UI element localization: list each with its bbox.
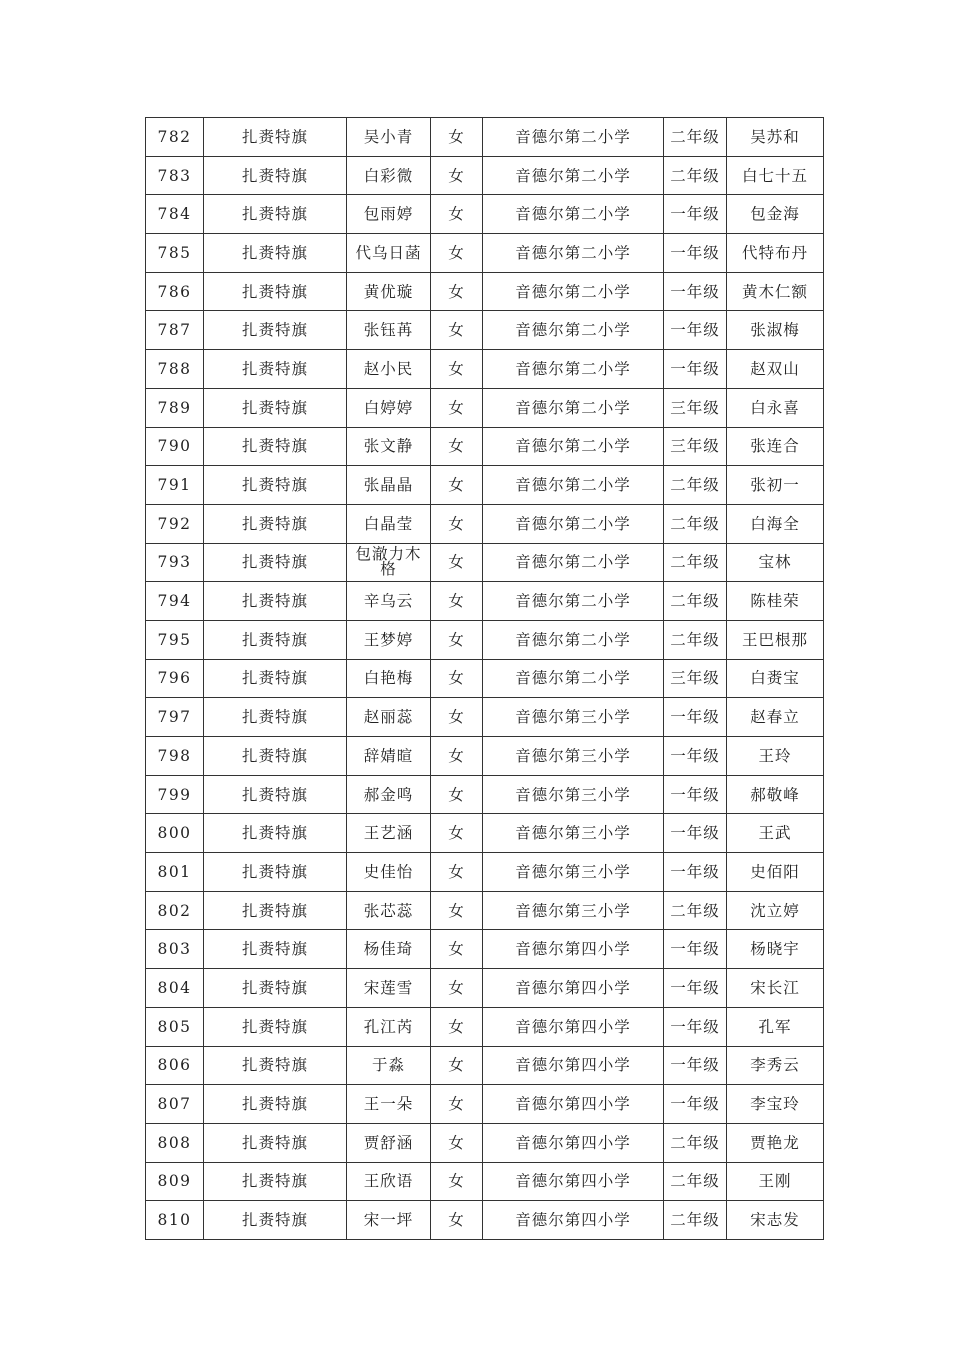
guardian-name-cell: 宝林	[727, 543, 824, 582]
student-name-cell: 张文静	[347, 427, 431, 466]
guardian-name-cell: 孔军	[727, 1007, 824, 1046]
banner-cell: 扎赉特旗	[204, 504, 347, 543]
table-row	[146, 234, 824, 273]
guardian-name-cell: 白七十五	[727, 156, 824, 195]
table-row	[146, 543, 824, 582]
guardian-name-cell: 张连合	[727, 427, 824, 466]
grade-cell: 一年级	[664, 1085, 727, 1124]
table-row	[146, 311, 824, 350]
banner-cell: 扎赉特旗	[204, 1123, 347, 1162]
table-row	[146, 698, 824, 737]
student-name-cell: 杨佳琦	[347, 930, 431, 969]
banner-cell: 扎赉特旗	[204, 1162, 347, 1201]
grade-cell: 二年级	[664, 504, 727, 543]
grade-cell: 一年级	[664, 737, 727, 776]
banner-cell: 扎赉特旗	[204, 891, 347, 930]
banner-cell: 扎赉特旗	[204, 853, 347, 892]
school-cell: 音德尔第二小学	[483, 195, 664, 234]
school-cell: 音德尔第四小学	[483, 1201, 664, 1240]
school-cell: 音德尔第四小学	[483, 1007, 664, 1046]
student-name-cell: 赵丽蕊	[347, 698, 431, 737]
guardian-name-cell: 宋志发	[727, 1201, 824, 1240]
student-name-cell: 孔江芮	[347, 1007, 431, 1046]
serial-number-cell: 783	[146, 156, 204, 195]
grade-cell: 二年级	[664, 620, 727, 659]
gender-cell: 女	[431, 388, 483, 427]
gender-cell: 女	[431, 891, 483, 930]
guardian-name-cell: 白永喜	[727, 388, 824, 427]
banner-cell: 扎赉特旗	[204, 814, 347, 853]
grade-cell: 一年级	[664, 698, 727, 737]
table-row	[146, 388, 824, 427]
table-row	[146, 504, 824, 543]
gender-cell: 女	[431, 1046, 483, 1085]
banner-cell: 扎赉特旗	[204, 466, 347, 505]
serial-number-cell: 796	[146, 659, 204, 698]
guardian-name-cell: 赵双山	[727, 350, 824, 389]
grade-cell: 一年级	[664, 853, 727, 892]
table-row	[146, 969, 824, 1008]
banner-cell: 扎赉特旗	[204, 1046, 347, 1085]
serial-number-cell: 786	[146, 272, 204, 311]
school-cell: 音德尔第三小学	[483, 853, 664, 892]
serial-number-cell: 797	[146, 698, 204, 737]
school-cell: 音德尔第二小学	[483, 504, 664, 543]
serial-number-cell: 789	[146, 388, 204, 427]
school-cell: 音德尔第二小学	[483, 659, 664, 698]
table-row	[146, 1007, 824, 1046]
student-name-cell: 贾舒涵	[347, 1123, 431, 1162]
grade-cell: 二年级	[664, 891, 727, 930]
guardian-name-cell: 张淑梅	[727, 311, 824, 350]
guardian-name-cell: 宋长江	[727, 969, 824, 1008]
table-row	[146, 930, 824, 969]
grade-cell: 二年级	[664, 582, 727, 621]
banner-cell: 扎赉特旗	[204, 195, 347, 234]
gender-cell: 女	[431, 466, 483, 505]
grade-cell: 一年级	[664, 969, 727, 1008]
student-name-cell: 辛乌云	[347, 582, 431, 621]
gender-cell: 女	[431, 543, 483, 582]
table-row	[146, 620, 824, 659]
banner-cell: 扎赉特旗	[204, 350, 347, 389]
grade-cell: 一年级	[664, 234, 727, 273]
table-row	[146, 1085, 824, 1124]
table-row	[146, 350, 824, 389]
guardian-name-cell: 郝敬峰	[727, 775, 824, 814]
banner-cell: 扎赉特旗	[204, 698, 347, 737]
gender-cell: 女	[431, 620, 483, 659]
student-name-cell: 史佳怡	[347, 853, 431, 892]
student-name-cell: 王一朵	[347, 1085, 431, 1124]
table-row	[146, 775, 824, 814]
table-row	[146, 272, 824, 311]
gender-cell: 女	[431, 311, 483, 350]
gender-cell: 女	[431, 1007, 483, 1046]
student-name-cell: 包澈力木格	[347, 543, 431, 582]
guardian-name-cell: 李秀云	[727, 1046, 824, 1085]
serial-number-cell: 790	[146, 427, 204, 466]
serial-number-cell: 807	[146, 1085, 204, 1124]
student-name-cell: 包雨婷	[347, 195, 431, 234]
table-row	[146, 853, 824, 892]
school-cell: 音德尔第二小学	[483, 234, 664, 273]
serial-number-cell: 794	[146, 582, 204, 621]
school-cell: 音德尔第四小学	[483, 969, 664, 1008]
serial-number-cell: 802	[146, 891, 204, 930]
grade-cell: 一年级	[664, 195, 727, 234]
guardian-name-cell: 吴苏和	[727, 118, 824, 157]
student-name-cell: 辞婧暄	[347, 737, 431, 776]
serial-number-cell: 793	[146, 543, 204, 582]
guardian-name-cell: 沈立婷	[727, 891, 824, 930]
serial-number-cell: 785	[146, 234, 204, 273]
student-name-cell: 于淼	[347, 1046, 431, 1085]
guardian-name-cell: 杨晓宇	[727, 930, 824, 969]
gender-cell: 女	[431, 1085, 483, 1124]
school-cell: 音德尔第三小学	[483, 775, 664, 814]
student-name-cell: 白艳梅	[347, 659, 431, 698]
school-cell: 音德尔第二小学	[483, 272, 664, 311]
serial-number-cell: 782	[146, 118, 204, 157]
guardian-name-cell: 代特布丹	[727, 234, 824, 273]
grade-cell: 二年级	[664, 1123, 727, 1162]
student-name-cell: 张芯蕊	[347, 891, 431, 930]
banner-cell: 扎赉特旗	[204, 1201, 347, 1240]
grade-cell: 一年级	[664, 311, 727, 350]
table-row	[146, 195, 824, 234]
banner-cell: 扎赉特旗	[204, 118, 347, 157]
gender-cell: 女	[431, 156, 483, 195]
guardian-name-cell: 王玲	[727, 737, 824, 776]
serial-number-cell: 808	[146, 1123, 204, 1162]
table-row	[146, 1123, 824, 1162]
school-cell: 音德尔第四小学	[483, 1162, 664, 1201]
serial-number-cell: 784	[146, 195, 204, 234]
banner-cell: 扎赉特旗	[204, 620, 347, 659]
school-cell: 音德尔第二小学	[483, 388, 664, 427]
student-name-cell: 白彩微	[347, 156, 431, 195]
student-name-cell: 张晶晶	[347, 466, 431, 505]
banner-cell: 扎赉特旗	[204, 272, 347, 311]
school-cell: 音德尔第二小学	[483, 118, 664, 157]
grade-cell: 一年级	[664, 1007, 727, 1046]
serial-number-cell: 805	[146, 1007, 204, 1046]
roster-table	[145, 117, 824, 1240]
serial-number-cell: 801	[146, 853, 204, 892]
guardian-name-cell: 贾艳龙	[727, 1123, 824, 1162]
gender-cell: 女	[431, 659, 483, 698]
guardian-name-cell: 王武	[727, 814, 824, 853]
gender-cell: 女	[431, 775, 483, 814]
school-cell: 音德尔第三小学	[483, 814, 664, 853]
table-row	[146, 582, 824, 621]
grade-cell: 二年级	[664, 118, 727, 157]
table-row	[146, 1046, 824, 1085]
guardian-name-cell: 白海全	[727, 504, 824, 543]
student-name-cell: 张钰苒	[347, 311, 431, 350]
table-row	[146, 427, 824, 466]
school-cell: 音德尔第三小学	[483, 891, 664, 930]
banner-cell: 扎赉特旗	[204, 582, 347, 621]
school-cell: 音德尔第二小学	[483, 466, 664, 505]
gender-cell: 女	[431, 427, 483, 466]
grade-cell: 二年级	[664, 543, 727, 582]
guardian-name-cell: 李宝玲	[727, 1085, 824, 1124]
grade-cell: 三年级	[664, 427, 727, 466]
grade-cell: 一年级	[664, 272, 727, 311]
banner-cell: 扎赉特旗	[204, 969, 347, 1008]
guardian-name-cell: 张初一	[727, 466, 824, 505]
grade-cell: 一年级	[664, 814, 727, 853]
student-name-cell: 吴小青	[347, 118, 431, 157]
serial-number-cell: 795	[146, 620, 204, 659]
gender-cell: 女	[431, 582, 483, 621]
grade-cell: 一年级	[664, 1046, 727, 1085]
school-cell: 音德尔第二小学	[483, 582, 664, 621]
gender-cell: 女	[431, 1162, 483, 1201]
banner-cell: 扎赉特旗	[204, 930, 347, 969]
gender-cell: 女	[431, 969, 483, 1008]
school-cell: 音德尔第四小学	[483, 1046, 664, 1085]
student-name-cell: 白晶莹	[347, 504, 431, 543]
student-name-cell: 王欣语	[347, 1162, 431, 1201]
table-row	[146, 118, 824, 157]
serial-number-cell: 792	[146, 504, 204, 543]
banner-cell: 扎赉特旗	[204, 388, 347, 427]
grade-cell: 三年级	[664, 388, 727, 427]
guardian-name-cell: 黄木仁额	[727, 272, 824, 311]
gender-cell: 女	[431, 1123, 483, 1162]
school-cell: 音德尔第二小学	[483, 543, 664, 582]
table-row	[146, 1162, 824, 1201]
serial-number-cell: 791	[146, 466, 204, 505]
guardian-name-cell: 王刚	[727, 1162, 824, 1201]
gender-cell: 女	[431, 737, 483, 776]
gender-cell: 女	[431, 272, 483, 311]
gender-cell: 女	[431, 504, 483, 543]
serial-number-cell: 799	[146, 775, 204, 814]
grade-cell: 二年级	[664, 466, 727, 505]
guardian-name-cell: 赵春立	[727, 698, 824, 737]
serial-number-cell: 788	[146, 350, 204, 389]
gender-cell: 女	[431, 234, 483, 273]
student-name-cell: 王艺涵	[347, 814, 431, 853]
banner-cell: 扎赉特旗	[204, 775, 347, 814]
student-name-cell: 黄优璇	[347, 272, 431, 311]
serial-number-cell: 787	[146, 311, 204, 350]
school-cell: 音德尔第三小学	[483, 698, 664, 737]
guardian-name-cell: 包金海	[727, 195, 824, 234]
school-cell: 音德尔第二小学	[483, 156, 664, 195]
banner-cell: 扎赉特旗	[204, 234, 347, 273]
gender-cell: 女	[431, 853, 483, 892]
gender-cell: 女	[431, 1201, 483, 1240]
table-row	[146, 466, 824, 505]
student-name-cell: 白婷婷	[347, 388, 431, 427]
school-cell: 音德尔第四小学	[483, 1085, 664, 1124]
grade-cell: 一年级	[664, 930, 727, 969]
table-row	[146, 737, 824, 776]
serial-number-cell: 806	[146, 1046, 204, 1085]
guardian-name-cell: 陈桂荣	[727, 582, 824, 621]
serial-number-cell: 804	[146, 969, 204, 1008]
banner-cell: 扎赉特旗	[204, 1007, 347, 1046]
school-cell: 音德尔第二小学	[483, 620, 664, 659]
grade-cell: 二年级	[664, 1162, 727, 1201]
grade-cell: 一年级	[664, 350, 727, 389]
banner-cell: 扎赉特旗	[204, 1085, 347, 1124]
grade-cell: 三年级	[664, 659, 727, 698]
grade-cell: 二年级	[664, 156, 727, 195]
banner-cell: 扎赉特旗	[204, 737, 347, 776]
student-name-cell: 郝金鸣	[347, 775, 431, 814]
gender-cell: 女	[431, 195, 483, 234]
grade-cell: 二年级	[664, 1201, 727, 1240]
student-name-cell: 王梦婷	[347, 620, 431, 659]
table-row	[146, 156, 824, 195]
serial-number-cell: 798	[146, 737, 204, 776]
grade-cell: 一年级	[664, 775, 727, 814]
school-cell: 音德尔第四小学	[483, 1123, 664, 1162]
school-cell: 音德尔第二小学	[483, 350, 664, 389]
banner-cell: 扎赉特旗	[204, 543, 347, 582]
student-name-cell: 代乌日菡	[347, 234, 431, 273]
table-row	[146, 814, 824, 853]
school-cell: 音德尔第三小学	[483, 737, 664, 776]
serial-number-cell: 809	[146, 1162, 204, 1201]
serial-number-cell: 810	[146, 1201, 204, 1240]
serial-number-cell: 800	[146, 814, 204, 853]
banner-cell: 扎赉特旗	[204, 659, 347, 698]
roster-body	[146, 118, 824, 1240]
serial-number-cell: 803	[146, 930, 204, 969]
gender-cell: 女	[431, 118, 483, 157]
gender-cell: 女	[431, 698, 483, 737]
table-row	[146, 659, 824, 698]
student-name-cell: 赵小民	[347, 350, 431, 389]
guardian-name-cell: 王巴根那	[727, 620, 824, 659]
school-cell: 音德尔第二小学	[483, 427, 664, 466]
gender-cell: 女	[431, 930, 483, 969]
school-cell: 音德尔第四小学	[483, 930, 664, 969]
school-cell: 音德尔第二小学	[483, 311, 664, 350]
banner-cell: 扎赉特旗	[204, 156, 347, 195]
student-name-cell: 宋莲雪	[347, 969, 431, 1008]
table-row	[146, 891, 824, 930]
gender-cell: 女	[431, 350, 483, 389]
gender-cell: 女	[431, 814, 483, 853]
guardian-name-cell: 史佰阳	[727, 853, 824, 892]
banner-cell: 扎赉特旗	[204, 427, 347, 466]
table-row	[146, 1201, 824, 1240]
banner-cell: 扎赉特旗	[204, 311, 347, 350]
guardian-name-cell: 白赉宝	[727, 659, 824, 698]
student-name-cell: 宋一坪	[347, 1201, 431, 1240]
